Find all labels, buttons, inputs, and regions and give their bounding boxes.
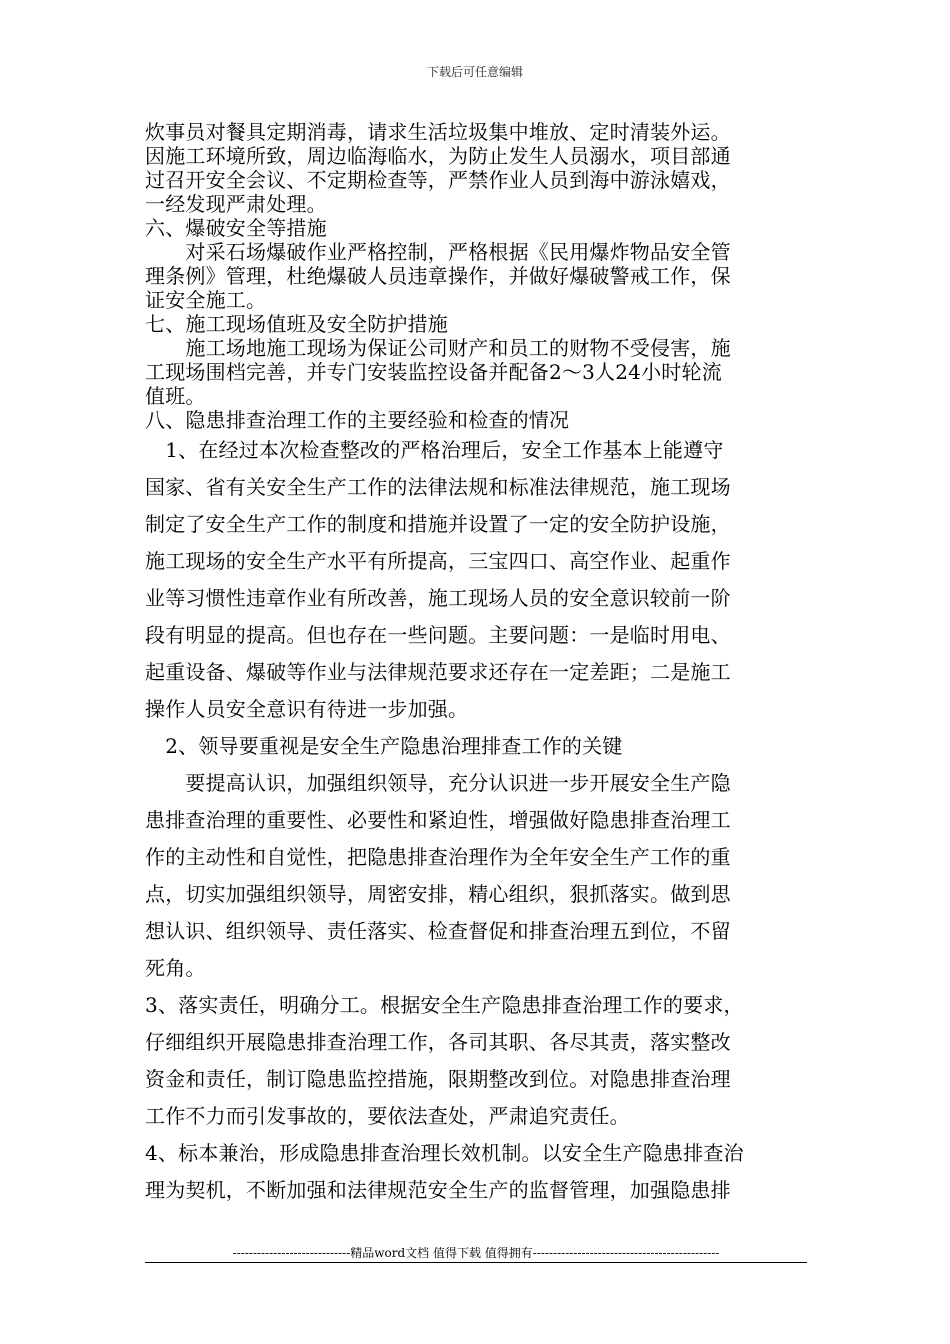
text-line: 因施工环境所致，周边临海临水，为防止发生人员溺水，项目部通 (145, 144, 731, 168)
document-body (145, 120, 807, 1209)
text-line: 施工场地施工现场为保证公司财产和员工的财物不受侵害，施 (145, 336, 731, 360)
text-line: 业等习惯性违章作业有所改善，施工现场人员的安全意识较前一阶 (145, 586, 731, 610)
section-heading: 七、施工现场值班及安全防护措施 (145, 312, 448, 336)
text-line: 施工现场的安全生产水平有所提高，三宝四口、高空作业、起重作 (145, 549, 731, 573)
text-line: 工现场围档完善，并专门安装监控设备并配备2～3人24小时轮流 (145, 360, 722, 384)
section-heading: 八、隐患排查治理工作的主要经验和检查的情况 (145, 408, 570, 432)
text-line: 仔细组织开展隐患排查治理工作，各司其职、各尽其责，落实整改 (145, 1030, 731, 1054)
text-line: 想认识、组织领导、责任落实、检查督促和排查治理五到位，不留 (145, 919, 731, 943)
text-line: 1、在经过本次检查整改的严格治理后，安全工作基本上能遵守 (145, 438, 724, 462)
text-line: 炊事员对餐具定期消毒，请求生活垃圾集中堆放、定时清装外运。 (145, 120, 731, 144)
text-line: 制定了安全生产工作的制度和措施并设置了一定的安全防护设施， (145, 512, 731, 536)
tight-paragraph-block (145, 120, 807, 432)
text-line: 资金和责任，制订隐患监控措施，限期整改到位。对隐患排查治理 (145, 1067, 731, 1091)
text-line: 4、标本兼治，形成隐患排查治理长效机制。以安全生产隐患排查治 (145, 1141, 744, 1165)
text-line: 工作不力而引发事故的，要依法查处，严肃追究责任。 (145, 1104, 630, 1128)
text-line: 理为契机，不断加强和法律规范安全生产的监督管理，加强隐患排 (145, 1178, 731, 1202)
footer-divider (145, 1262, 807, 1263)
text-line: 一经发现严肃处理。 (145, 192, 327, 216)
page-header-note: 下载后可任意编辑 (426, 65, 523, 79)
section-heading: 六、爆破安全等措施 (145, 216, 327, 240)
text-line: 值班。 (145, 384, 206, 408)
text-line: 过召开安全会议、不定期检查等，严禁作业人员到海中游泳嬉戏， (145, 168, 731, 192)
text-line: 3、落实责任，明确分工。根据安全生产隐患排查治理工作的要求， (145, 993, 744, 1017)
text-line: 证安全施工。 (145, 288, 267, 312)
text-line: 2、领导要重视是安全生产隐患治理排查工作的关键 (145, 734, 623, 758)
text-line: 患排查治理的重要性、必要性和紧迫性，增强做好隐患排查治理工 (145, 808, 731, 832)
text-line: 作的主动性和自觉性，把隐患排查治理作为全年安全生产工作的重 (145, 845, 731, 869)
loose-paragraph-block (145, 432, 807, 1209)
text-line: 操作人员安全意识有待进一步加强。 (145, 697, 469, 721)
footer-note: -----------------------------精品word文档 值得下载 值得拥有---------------------------------------------- (232, 1246, 720, 1260)
text-line: 要提高认识，加强组织领导，充分认识进一步开展安全生产隐 (145, 771, 731, 795)
text-line: 起重设备、爆破等作业与法律规范要求还存在一定差距；二是施工 (145, 660, 731, 684)
text-line: 理条例》管理，杜绝爆破人员违章操作，并做好爆破警戒工作，保 (145, 264, 731, 288)
text-line: 国家、省有关安全生产工作的法律法规和标准法律规范，施工现场 (145, 475, 731, 499)
text-line: 段有明显的提高。但也存在一些问题。主要问题：一是临时用电、 (145, 623, 731, 647)
text-line: 死角。 (145, 956, 206, 980)
text-line: 点，切实加强组织领导，周密安排，精心组织，狠抓落实。做到思 (145, 882, 731, 906)
text-line: 对采石场爆破作业严格控制，严格根据《民用爆炸物品安全管 (145, 240, 731, 264)
